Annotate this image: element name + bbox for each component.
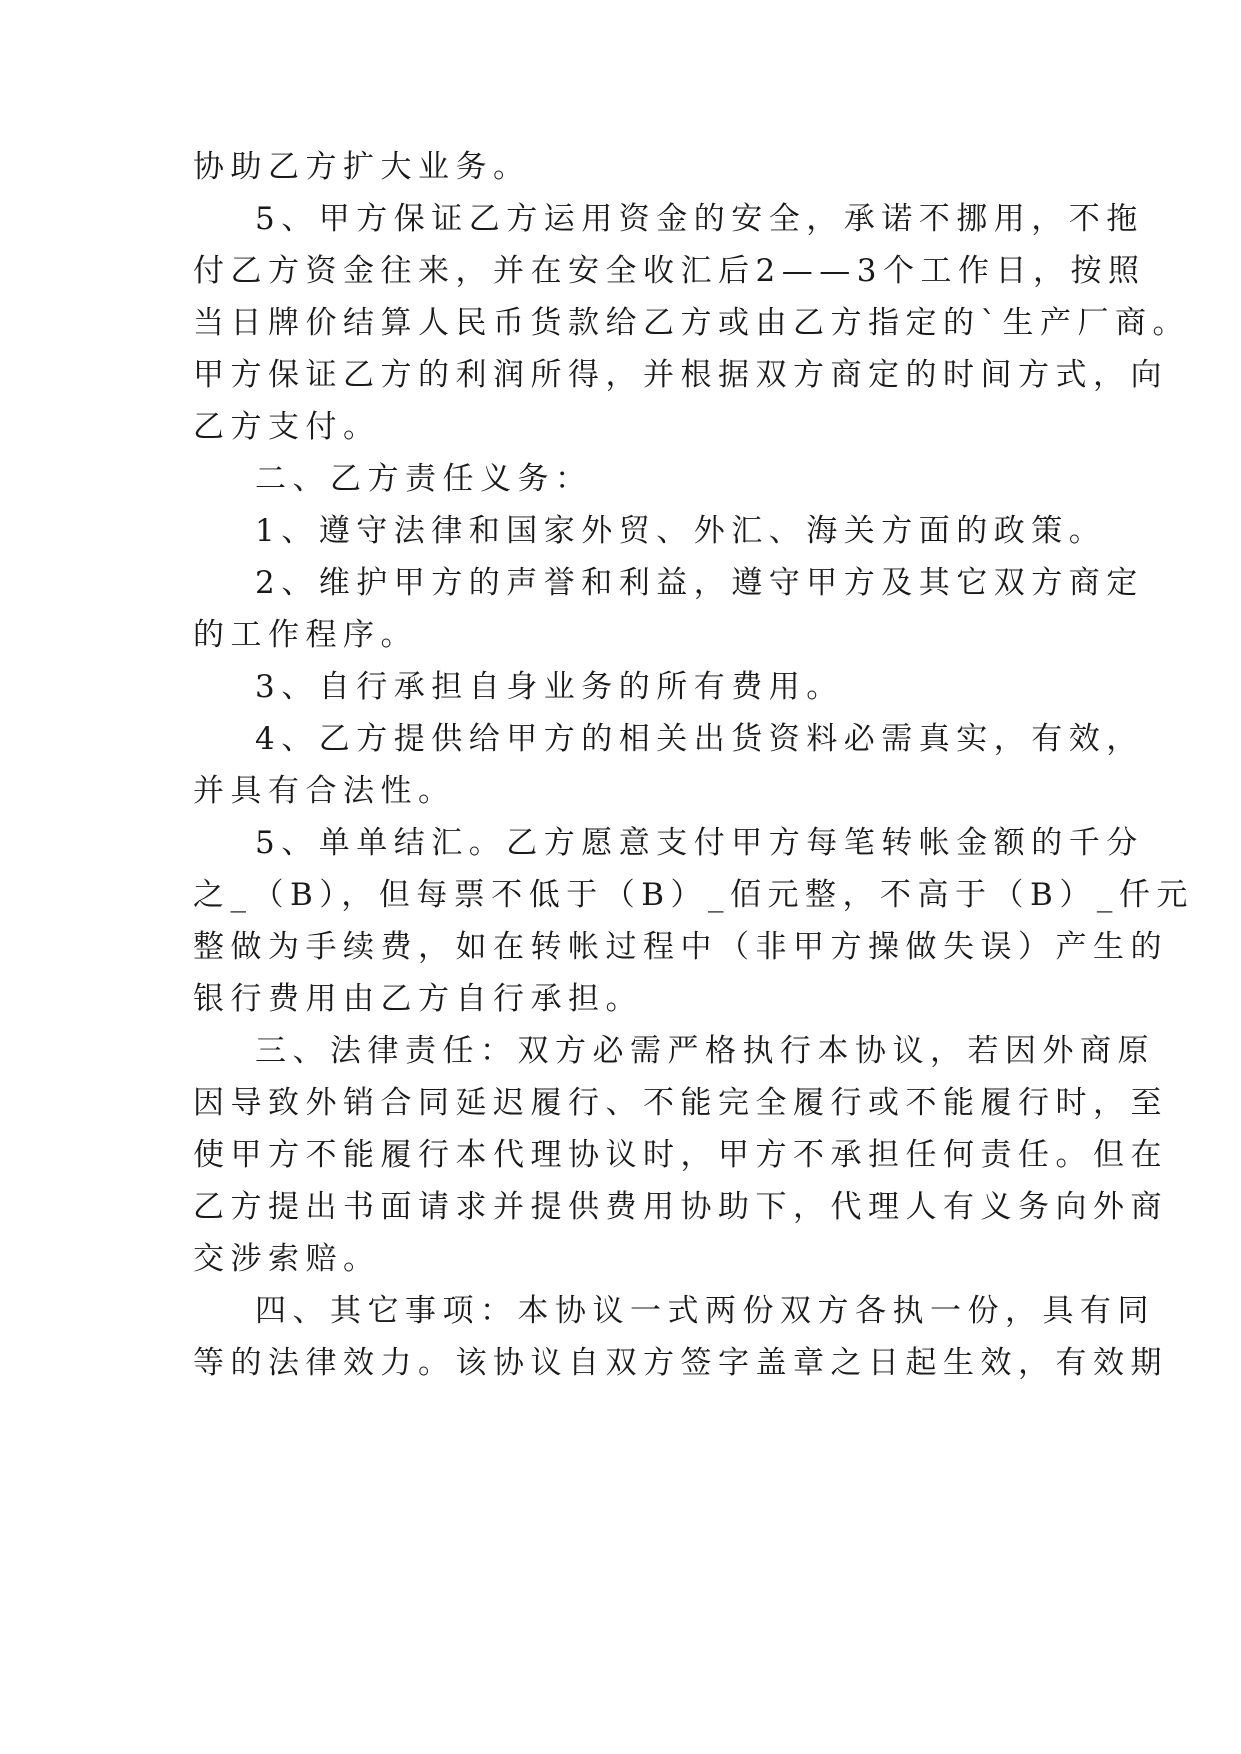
text-line: 银行费用由乙方自行承担。	[193, 981, 643, 1017]
text-line: 1、遵守法律和国家外贸、外汇、海关方面的政策。	[255, 513, 1107, 549]
text-line: 三、法律责任：双方必需严格执行本协议，若因外商原	[255, 1033, 1155, 1069]
text-line: 之_（B），但每票不低于（B）_佰元整，不高于（B）_仟元	[193, 877, 1194, 913]
text-line: 当日牌价结算人民币货款给乙方或由乙方指定的`生产厂商。	[193, 305, 1190, 341]
text-line: 5、甲方保证乙方运用资金的安全，承诺不挪用，不拖	[255, 201, 1144, 237]
text-line: 二、乙方责任义务：	[255, 461, 593, 497]
text-line: 4、乙方提供给甲方的相关出货资料必需真实，有效，	[255, 721, 1144, 757]
text-line: 5、单单结汇。乙方愿意支付甲方每笔转帐金额的千分	[255, 825, 1144, 861]
text-line: 付乙方资金往来，并在安全收汇后2——3个工作日，按照	[193, 253, 1146, 289]
text-line: 因导致外销合同延迟履行、不能完全履行或不能履行时，至	[193, 1085, 1168, 1121]
text-line: 等的法律效力。该协议自双方签字盖章之日起生效，有效期	[193, 1345, 1168, 1381]
text-line: 乙方提出书面请求并提供费用协助下，代理人有义务向外商	[193, 1189, 1168, 1225]
text-line: 交涉索赔。	[193, 1241, 381, 1277]
text-line: 乙方支付。	[193, 409, 381, 445]
text-line: 甲方保证乙方的利润所得，并根据双方商定的时间方式，向	[193, 357, 1168, 393]
text-line: 使甲方不能履行本代理协议时，甲方不承担任何责任。但在	[193, 1137, 1168, 1173]
text-line: 的工作程序。	[193, 617, 418, 653]
text-line: 并具有合法性。	[193, 773, 456, 809]
text-line: 整做为手续费，如在转帐过程中（非甲方操做失误）产生的	[193, 929, 1168, 965]
text-line: 2、维护甲方的声誉和利益，遵守甲方及其它双方商定	[255, 565, 1144, 601]
text-line: 3、自行承担自身业务的所有费用。	[255, 669, 844, 705]
text-line: 协助乙方扩大业务。	[193, 149, 531, 185]
text-line: 四、其它事项：本协议一式两份双方各执一份，具有同	[255, 1293, 1155, 1329]
